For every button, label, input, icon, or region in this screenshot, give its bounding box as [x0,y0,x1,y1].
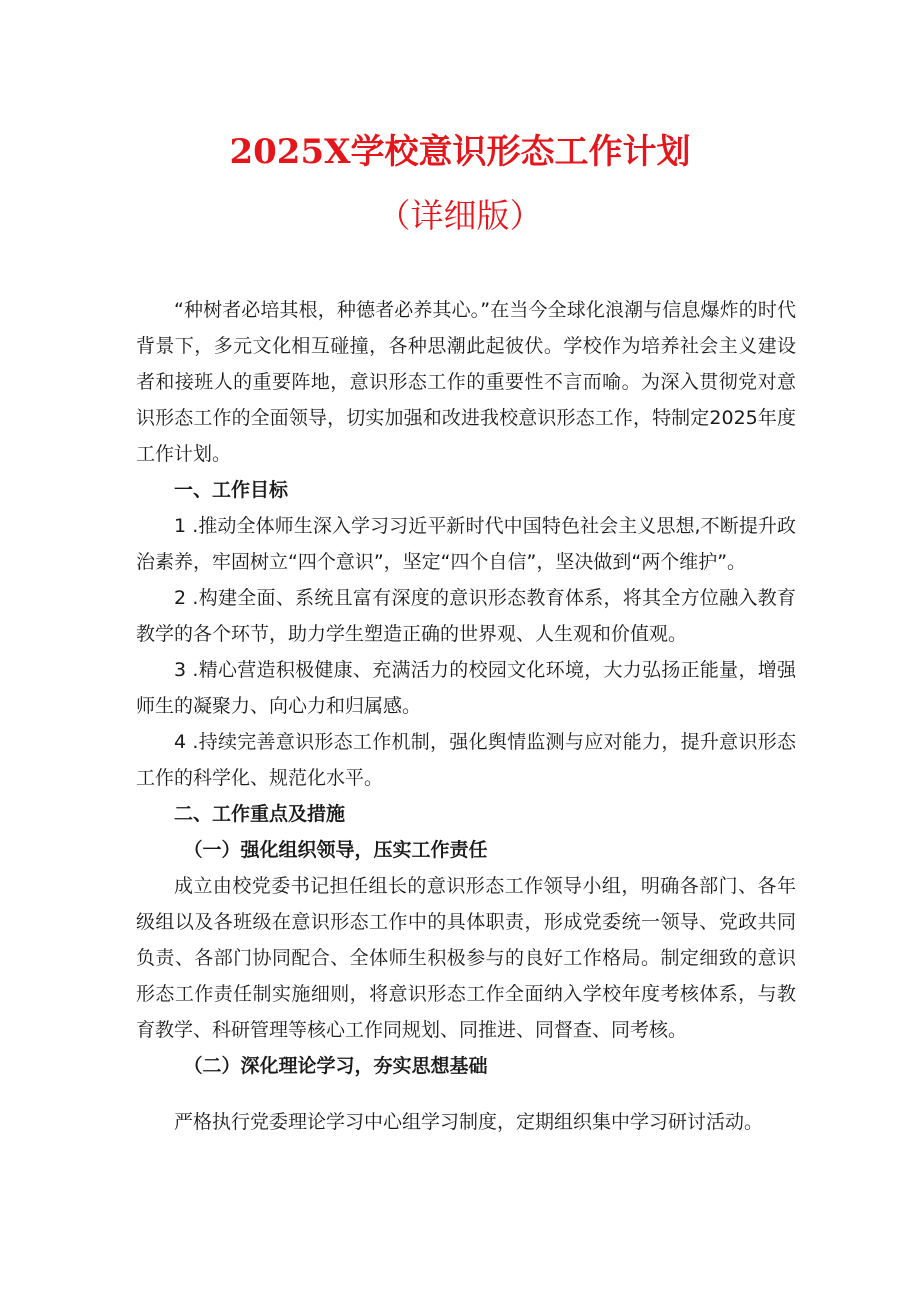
goal-item-2: 2 .构建全面、系统且富有深度的意识形态教育体系，将其全方位融入教育教学的各个环节，助力学生塑造正确的世界观、人生观和价值观。 [136,587,796,645]
section-heading-measures: 二、工作重点及措施 [174,803,346,825]
leadership-paragraph: 成立由校党委书记担任组长的意识形态工作领导小组，明确各部门、各年级组以及各班级在意识形态工作中的具体职责，形成党委统一领导、党政共同负责、各部门协同配合、全体师生积极参与的良好工作格局。制定细致的意识形态工作责任制实施细则，将意识形态工作全面纳入学校年度考核体系，与教育教学、科研管理等核心工作同规划、同推进、同督查、同考核。 [136,875,796,1041]
document-subtitle: （详细版） [377,196,543,235]
intro-paragraph: “种树者必培其根，种德者必养其心。”在当今全球化浪潮与信息爆炸的时代背景下，多元文化相互碰撞，各种思潮此起彼伏。学校作为培养社会主义建设者和接班人的重要阵地，意识形态工作的重要性不言而喻。为深入贯彻党对意识形态工作的全面领导，切实加强和改进我校意识形态工作，特制定2025年度工作计划。 [136,299,796,465]
goal-item-3: 3 .精心营造积极健康、充满活力的校园文化环境，大力弘扬正能量，增强师生的凝聚力、向心力和归属感。 [136,659,796,717]
goal-item-1: 1 .推动全体师生深入学习习近平新时代中国特色社会主义思想,不断提升政治素养，牢固树立“四个意识”，坚定“四个自信”，坚决做到“两个维护”。 [136,515,796,573]
document-title: 2025X学校意识形态工作计划 [229,132,691,172]
section-heading-goals: 一、工作目标 [174,479,289,501]
document-body [136,292,796,1140]
subsection-heading-leadership: （一）强化组织领导，压实工作责任 [183,839,488,861]
subsection-heading-theory: （二）深化理论学习，夯实思想基础 [183,1055,488,1077]
goal-item-4: 4 .持续完善意识形态工作机制，强化舆情监测与应对能力，提升意识形态工作的科学化、规范化水平。 [136,731,796,789]
theory-paragraph: 严格执行党委理论学习中心组学习制度，定期组织集中学习研讨活动。 [174,1111,764,1133]
